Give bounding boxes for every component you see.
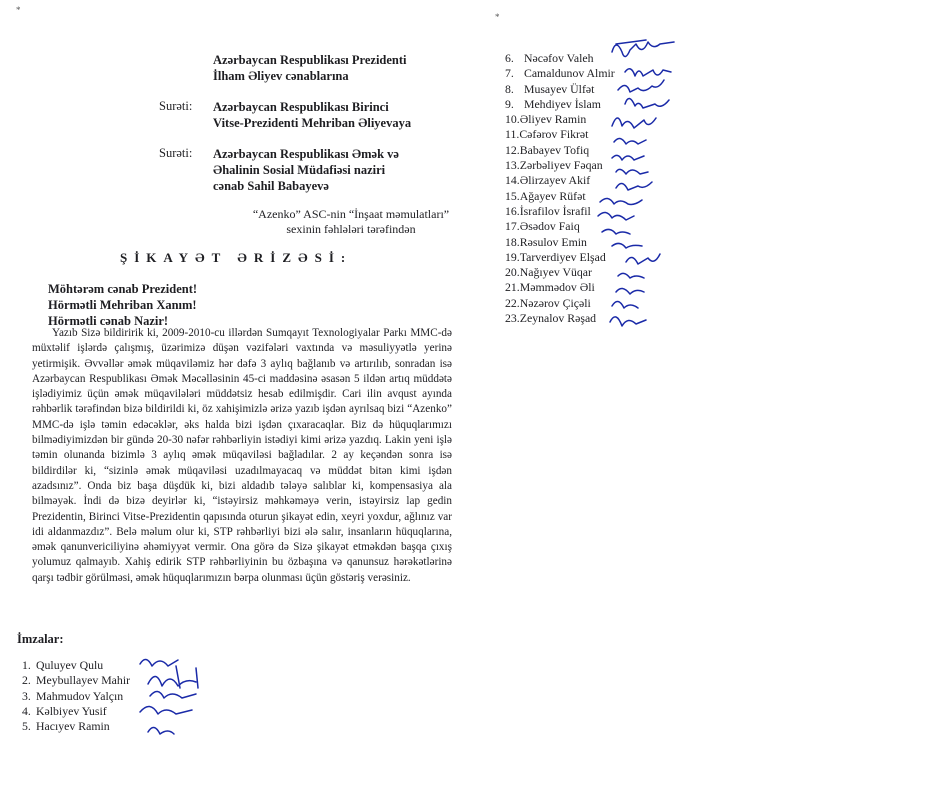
list-item: 13.Zərbəliyev Fəqan: [505, 158, 603, 173]
list-item: 22.Nəzərov Çiçəli: [505, 295, 591, 310]
signature-7: [625, 69, 671, 76]
list-item: 10.Əliyev Ramin: [505, 112, 587, 127]
salutation-president: Möhtərəm cənab Prezident!: [48, 282, 198, 296]
signature-20: [618, 273, 644, 278]
signature-4: [140, 706, 192, 714]
signature-2: [148, 666, 198, 688]
complaint-body: Yazıb Sizə bildiririk ki, 2009-2010-cu illərdən Sumqayıt Texnologiyalar Parkı MMC-də müxtəlif işlərdə çalışmış, üzərimizə düşən vəzifələri vaxtında və məsuliyyətlə yerinə yetirmişik. Əvvəllər əmək müqaviləmiz hər dəfə 3 aylıq bağlanıb və artırılıb, sonradan isə Azərbaycan Respublikası Əmək Məcəlləsinin 45-ci maddəsinə əsasən 5 ildən artıq müddətə işlədiyimiz üçün əmək müqavilələri müddətsiz hesab edilmişdir. Cari ilin avqust ayında rəhbərlik tərəfindən bizə bildirildi ki, öz xahişimizlə ərizə yazıb işdən ayrılsaq bizi “Azenko” MMC-də işlə təmin edəcəklər, əks halda bizi işdən çıxaracaqlar. Biz də hüquqlarımızı bilmədiyimizdən bir gündə 20-30 nəfər rəhbərliyin istədiyi kimi ərizə yazdıq. Lakin yeni işlə təmin olunanda bizimlə 3 aylıq əmək müqaviləsi bağladılar. 2 ay keçəndən sonra isə bildirdilər ki, “sizinlə əmək müqaviləsi uzadılmayacaq və müddət bitən kimi işdən azadsınız”. Onda biz başa düşdük ki, bizi aldadıb tələyə salıblar ki, kompensasiya ala bilməyək. İndi də bizə deyirlər ki, “istəyirsiz məhkəməyə verin, istəyirsiz lap gedin Prezidentin, Birinci Vitse-Prezidentin qapısında oturun şikayət edin, xeyri yoxdur, ağlınız var idi aldanmazdız”. Belə məlum olur ki, STP rəhbərliyi bizi ələ salır, insanların hüquqlarına, əmək qanunvericiliyinə əhəmiyyət vermir. Ona görə də Sizə şikayət etməkdən başqa çıxış yolumuz qalmayıb. Xahiş edirik STP rəhbərliyinin bu özbaşına və qanunsuz hərəkətlərinə qarşı tədbir görülməsi, əmək hüquqlarımızın bərpa olunması üçün göstəriş verəsiniz.: [32, 327, 452, 584]
list-item: 9. Mehdiyev İslam: [505, 96, 601, 111]
salutation-minister: Hörmətli cənab Nazir!: [48, 314, 169, 328]
list-item: 5. Hacıyev Ramin: [22, 719, 110, 734]
list-item: 18.Rəsulov Emin: [505, 234, 587, 249]
list-item: 17.Əsədov Faiq: [505, 219, 580, 234]
copy2-line-1: Azərbaycan Respublikası Əmək və: [213, 147, 399, 161]
signature-22: [612, 301, 638, 308]
recipient-line-2: İlham Əliyev cənablarına: [213, 69, 349, 83]
corner-mark-left: *: [16, 5, 21, 15]
salutation-first-vp: Hörmətli Mehriban Xanım!: [48, 298, 197, 312]
signature-14: [616, 182, 652, 190]
signature-11: [614, 138, 646, 144]
signature-16: [598, 212, 634, 220]
signature-9: [625, 98, 669, 108]
signatures-label: İmzalar:: [17, 632, 64, 646]
signature-8: [618, 80, 664, 92]
signature-1: [140, 659, 178, 666]
list-item: 6. Nəcəfov Valeh: [505, 51, 594, 65]
signature-5: [148, 727, 174, 734]
signature-3: [150, 691, 196, 698]
signature-6: [612, 40, 674, 57]
list-item: 23.Zeynalov Rəşad: [505, 311, 597, 326]
signature-10: [612, 118, 656, 128]
list-item: 4. Kəlbiyev Yusif: [22, 703, 107, 718]
copy1-line-1: Azərbaycan Respublikası Birinci: [213, 100, 389, 114]
signature-18: [612, 243, 642, 248]
list-item: 12.Babayev Tofiq: [505, 142, 590, 157]
copy2-line-2: Əhalinin Sosial Müdafiəsi naziri: [213, 163, 386, 177]
sender-line-1: “Azenko” ASC-nin “İnşaat məmulatları”: [252, 207, 450, 221]
recipient-line-1: Azərbaycan Respublikası Prezidenti: [213, 53, 407, 67]
list-item: 1. Quluyev Qulu: [22, 658, 104, 672]
list-item: 20.Nağıyev Vüqar: [505, 265, 592, 280]
sender-line-2: sexinin fəhlələri tərəfindən: [286, 222, 416, 236]
signature-17: [602, 229, 630, 234]
signature-13: [616, 169, 648, 174]
list-item: 11.Cəfərov Fikrət: [505, 127, 589, 142]
signature-23: [610, 317, 646, 326]
signature-15: [600, 198, 642, 204]
list-item: 21.Məmmədov Əli: [505, 280, 595, 295]
copy2-line-3: cənab Sahil Babayevə: [213, 179, 329, 193]
list-item: 3. Mahmudov Yalçın: [22, 688, 124, 703]
list-item: 7. Camaldunov Almir: [505, 66, 615, 81]
list-item: 15.Ağayev Rüfət: [505, 188, 586, 203]
corner-mark-right: *: [495, 12, 500, 22]
signature-21: [616, 288, 644, 294]
signature-19: [626, 254, 660, 264]
copy-label-2: Surəti:: [159, 146, 193, 160]
list-item: 8. Musayev Ülfət: [505, 81, 595, 96]
list-item: 16.İsrafilov İsrafil: [505, 203, 591, 218]
list-item: 2. Meybullayev Mahir: [22, 673, 131, 688]
document-title: ŞİKAYƏT ƏRİZƏSİ:: [120, 250, 353, 265]
list-item: 14.Əlirzayev Akif: [505, 173, 591, 188]
copy-label-1: Surəti:: [159, 99, 193, 113]
list-item: 19.Tarverdiyev Elşad: [505, 249, 606, 264]
signature-12: [612, 155, 644, 160]
copy1-line-2: Vitse-Prezidenti Mehriban Əliyevaya: [213, 116, 412, 130]
